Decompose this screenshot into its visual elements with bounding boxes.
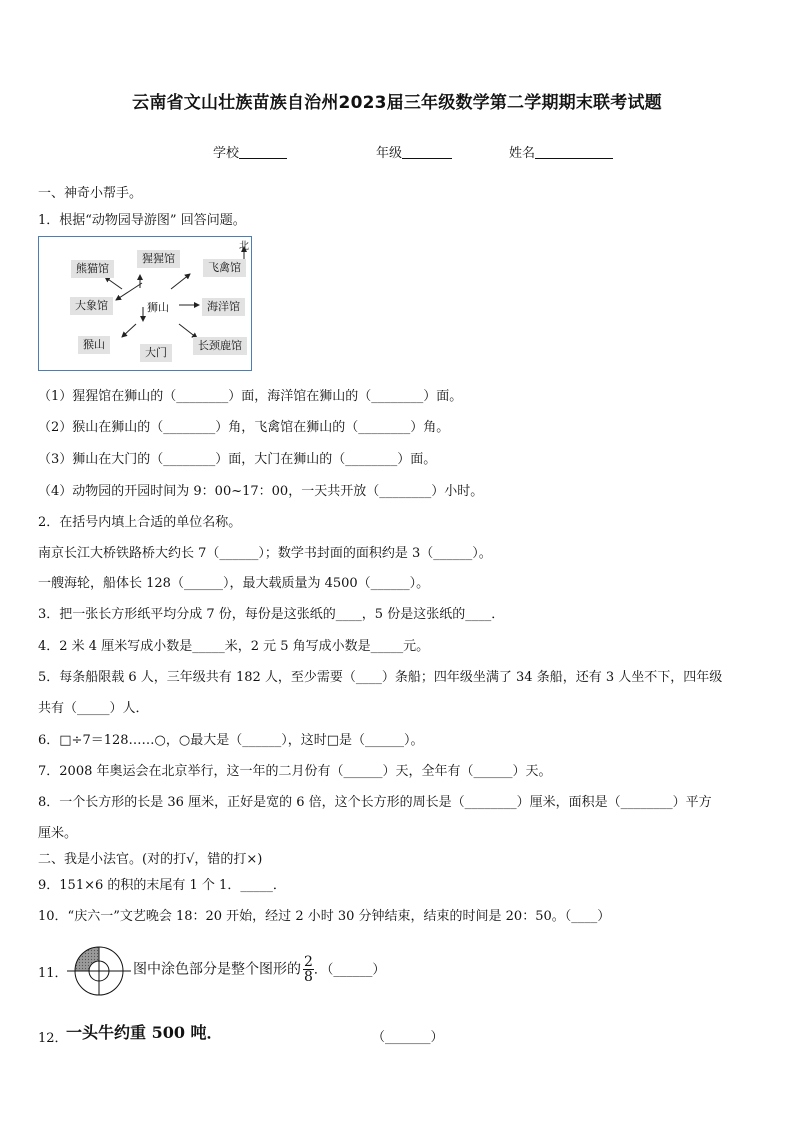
page-title: 云南省文山壮族苗族自治州2023届三年级数学第二学期期末联考试题 — [132, 93, 662, 113]
school-field — [213, 142, 287, 161]
question-1-3: （3）狮山在大门的（________）面，大门在狮山的（________）面。 — [38, 452, 437, 467]
question-1-stem: 1．根据“动物园导游图” 回答问题。 — [38, 213, 246, 228]
question-5-line-2: 共有（_____）人． — [38, 701, 149, 716]
grade-blank[interactable] — [402, 145, 452, 159]
question-6: 6．□÷7＝128……○，○最大是（______），这时□是（______）。 — [38, 733, 424, 748]
question-11-circle-figure — [66, 946, 132, 996]
question-4: 4．2 米 4 厘米写成小数是_____米，2 元 5 角写成小数是_____元。 — [38, 639, 430, 654]
place-panda: 熊猫馆 — [71, 260, 114, 278]
fraction — [303, 955, 314, 984]
school-blank[interactable] — [239, 145, 287, 159]
question-12-text: 一头牛约重 500 吨． — [66, 1023, 223, 1042]
question-12-answer-blank: （_______） — [372, 1030, 444, 1045]
section-1-heading: 一、神奇小帮手。 — [38, 186, 143, 201]
place-aviary: 飞禽馆 — [203, 259, 246, 277]
question-2-stem: 2．在括号内填上合适的单位名称。 — [38, 515, 242, 530]
question-9: 9．151×6 的积的末尾有 1 个 1．_____． — [38, 878, 286, 893]
fraction-numerator: 2 — [304, 954, 313, 970]
fraction-denominator: 8 — [304, 969, 313, 985]
place-monkey: 猴山 — [78, 336, 110, 354]
name-label: 姓名 — [509, 146, 536, 161]
grade-label: 年级 — [376, 146, 403, 161]
question-1-2: （2）猴山在狮山的（________）角，飞禽馆在狮山的（________）角。 — [38, 420, 450, 435]
question-11-answer-blank: ．（______） — [313, 962, 386, 978]
place-ocean: 海洋馆 — [202, 298, 245, 316]
grade-field — [376, 142, 452, 161]
place-elephant: 大象馆 — [70, 297, 113, 315]
arrow-northeast — [171, 274, 190, 289]
zoo-map — [38, 236, 252, 371]
question-1-1: （1）猩猩馆在狮山的（________）面，海洋馆在狮山的（________）面。 — [38, 389, 463, 404]
name-blank[interactable] — [535, 145, 613, 159]
question-1-4: （4）动物园的开园时间为 9：00~17：00，一天共开放（________）小时。 — [38, 484, 484, 499]
question-8-line-1: 8．一个长方形的长是 36 厘米，正好是宽的 6 倍，这个长方形的周长是（________）厘米，面积是（________）平方 — [38, 795, 712, 810]
arrow-west — [116, 283, 142, 300]
arrow-southwest — [122, 324, 136, 337]
place-gorilla: 猩猩馆 — [137, 250, 180, 268]
question-3: 3．把一张长方形纸平均分成 7 份，每份是这张纸的____，5 份是这张纸的____． — [38, 607, 505, 622]
school-label: 学校 — [213, 146, 240, 161]
question-11-stem: 图中涂色部分是整个图形的 — [133, 961, 301, 978]
question-7: 7．2008 年奥运会在北京举行，这一年的二月份有（______）天，全年有（______）天。 — [38, 764, 552, 779]
question-11-text — [133, 955, 385, 984]
question-2-line-1: 南京长江大桥铁路桥大约长 7（______）；数学书封面的面积约是 3（______）。 — [38, 546, 492, 561]
north-label: 北 — [239, 241, 249, 252]
question-12-number: 12． — [38, 1031, 68, 1046]
question-8-line-2: 厘米。 — [38, 826, 78, 841]
arrow-northwest — [105, 277, 122, 289]
question-2-line-2: 一艘海轮，船体长 128（______），最大载质量为 4500（______）。 — [38, 576, 430, 591]
section-2-heading: 二、我是小法官。(对的打√，错的打×) — [38, 852, 263, 867]
arrow-southeast — [179, 324, 197, 338]
place-gate: 大门 — [140, 344, 172, 362]
question-11-number: 11． — [38, 966, 68, 981]
question-5-line-1: 5．每条船限载 6 人，三年级共有 182 人，至少需要（____）条船；四年级坐满了 34 条船，还有 3 人坐不下，四年级 — [38, 670, 723, 685]
question-10: 10．“庆六一”文艺晚会 18：20 开始，经过 2 小时 30 分钟结束，结束的时间是 20：50。（____） — [38, 909, 611, 924]
place-giraffe: 长颈鹿馆 — [193, 337, 247, 355]
name-field — [509, 142, 613, 161]
place-lion-hill: 狮山 — [147, 301, 169, 314]
